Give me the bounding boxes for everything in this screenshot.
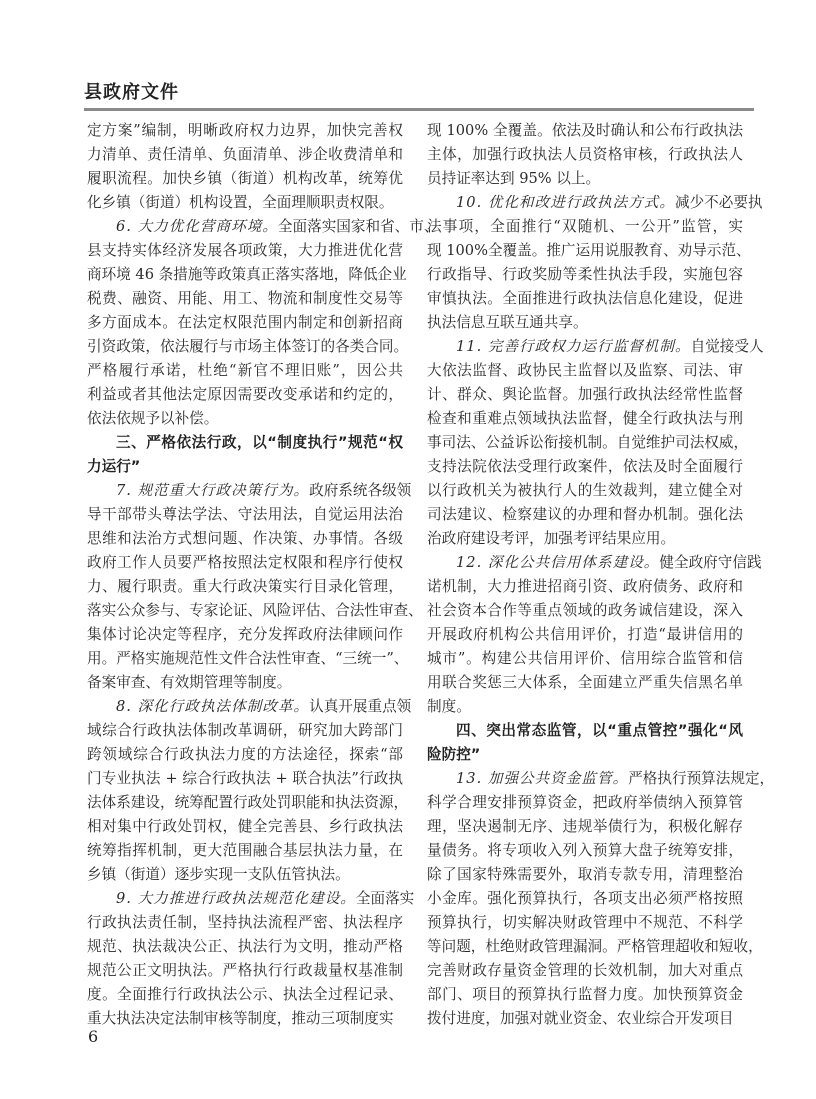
line-text: 多方面成本。在法定权限范围内制定和创新招商 — [87, 314, 403, 331]
line-text: 认真开展重点领 — [309, 698, 412, 715]
line-text: 力、履行职责。重大行政决策实行目录化管理， — [87, 578, 403, 595]
line-text: 相对集中行政处罚权，健全完善县、乡行政执法 — [87, 818, 403, 835]
line-text: 严格执行预算法规定， — [628, 770, 775, 787]
line-text: 小金库。强化预算执行，各项支出必须严格按照 — [427, 890, 743, 907]
text-line — [427, 503, 743, 527]
text-line — [427, 935, 763, 959]
text-line — [87, 431, 403, 455]
line-text: 部门、项目的预算执行监督力度。加快预算资金 — [427, 986, 743, 1003]
line-text: 备案审查、有效期管理等制度。 — [87, 674, 292, 691]
line-text: 城市”。构建公共信用评价、信用综合监管和信 — [427, 650, 743, 667]
line-text: 力清单、责任清单、负面清单、涉企收费清单和 — [87, 146, 403, 163]
text-line — [87, 911, 403, 935]
text-line — [87, 695, 412, 719]
line-text: 法体系建设，统筹配置行政处罚职能和执法资源， — [87, 794, 409, 811]
text-line — [427, 695, 743, 719]
line-text: 化乡镇（街道）机构设置，全面理顺职责权限。 — [87, 194, 394, 211]
paragraph — [427, 119, 743, 191]
text-line — [427, 455, 743, 479]
line-text: 治政府建设考评，加强考评结果应用。 — [427, 530, 676, 547]
text-line — [427, 119, 743, 143]
line-text: 政府工作人员要严格按照法定权限和程序行使权 — [87, 554, 403, 571]
text-line — [87, 167, 403, 191]
text-line — [87, 959, 403, 983]
line-text: 定方案”编制，明晰政府权力边界，加快完善权 — [87, 122, 403, 139]
text-line — [87, 839, 403, 863]
text-line — [427, 431, 749, 455]
running-header — [84, 82, 754, 111]
line-text: 检查和重难点领域执法监督，健全行政执法与刑 — [427, 410, 743, 427]
line-text: 集体讨论决定等程序，充分发挥政府法律顾问作 — [87, 626, 403, 643]
line-text: 诺机制，大力推进招商引资、政府债务、政府和 — [427, 578, 743, 595]
text-line — [427, 647, 743, 671]
text-line — [87, 623, 403, 647]
line-text: 四、突出常态监管，以“重点管控”强化“风 — [456, 722, 743, 739]
text-line — [427, 839, 743, 863]
line-text: 事司法、公益诉讼衔接机制。自觉维护司法权威， — [427, 434, 749, 451]
line-text: 统筹指挥机制，更大范围融合基层执法力量，在 — [87, 842, 403, 859]
text-line — [87, 599, 423, 623]
text-line — [87, 239, 403, 263]
line-text: 拨付进度，加强对就业资金、农业综合开发项目 — [427, 1010, 734, 1027]
page-number: 6 — [88, 1027, 99, 1046]
text-line — [87, 335, 409, 359]
line-text: 行政指导、行政奖励等柔性执法手段，实施包容 — [427, 266, 743, 283]
text-line — [87, 287, 403, 311]
text-line — [427, 215, 743, 239]
line-text: 制度。 — [427, 698, 471, 715]
text-line — [427, 239, 751, 263]
text-line — [87, 143, 403, 167]
line-text: 社会资本合作等重点领域的政务诚信建设，深入 — [427, 602, 743, 619]
item-title: 7. 规范重大行政决策行为。 — [116, 482, 310, 499]
text-line — [427, 887, 743, 911]
line-text: 导干部带头尊法学法、守法用法，自觉运用法治 — [87, 506, 403, 523]
text-line — [87, 503, 403, 527]
text-line — [427, 767, 775, 791]
line-text: 用联合奖惩三大体系，全面建立严重失信黑名单 — [427, 674, 743, 691]
line-text: 依法依规予以补偿。 — [87, 410, 219, 427]
item-title: 13. 加强公共资金监管。 — [456, 770, 629, 787]
text-line — [87, 455, 403, 479]
numbered-paragraph — [427, 551, 762, 719]
line-text: 全面落实国家和省、市、 — [277, 218, 439, 235]
text-line — [427, 911, 743, 935]
text-line — [427, 551, 762, 575]
text-line — [427, 311, 743, 335]
line-text: 乡镇（街道）逐步实现一支队伍管执法。 — [87, 866, 350, 883]
line-text: 政府系统各级领 — [309, 482, 412, 499]
text-line — [87, 935, 403, 959]
text-line — [427, 671, 743, 695]
line-text: 量债务。将专项收入列入预算大盘子统筹安排， — [427, 842, 743, 859]
text-line — [427, 143, 743, 167]
text-line — [87, 407, 403, 431]
text-line — [87, 647, 409, 671]
line-text: 理，坚决遏制无序、违规举债行为，积极化解存 — [427, 818, 743, 835]
text-line — [87, 719, 403, 743]
line-text: 法事项，全面推行“双随机、一公开”监管，实 — [427, 218, 743, 235]
text-line — [427, 599, 743, 623]
line-text: 预算执行，切实解决财政管理中不规范、不科学 — [427, 914, 743, 931]
line-text: 审慎执法。全面推进行政执法信息化建设，促进 — [427, 290, 743, 307]
text-line — [87, 527, 403, 551]
item-title: 11. 完善行政权力运行监督机制。 — [456, 338, 691, 355]
line-text: 全面落实 — [355, 890, 415, 907]
text-line — [427, 623, 743, 647]
line-text: 履职流程。加快乡镇（街道）机构改革，统筹优 — [87, 170, 403, 187]
line-text: 等问题，杜绝财政管理漏洞。严格管理超收和短收， — [427, 938, 763, 955]
line-text: 完善财政存量资金管理的长效机制，加大对重点 — [427, 962, 743, 979]
header-title: 县政府文件 — [84, 82, 179, 103]
line-text: 力运行” — [87, 458, 141, 475]
line-text: 健全政府守信践 — [659, 554, 762, 571]
line-text: 执法信息互联互通共享。 — [427, 314, 588, 331]
text-line — [427, 959, 743, 983]
text-line — [87, 575, 403, 599]
text-line — [87, 863, 403, 887]
line-text: 落实公众参与、专家论证、风险评估、合法性审查、 — [87, 602, 423, 619]
item-title: 6. 大力优化营商环境。 — [116, 218, 278, 235]
line-text: 现 100% 全覆盖。依法及时确认和公布行政执法 — [427, 122, 743, 139]
line-text: 司法建议、检察建议的办理和督办机制。强化法 — [427, 506, 743, 523]
numbered-paragraph — [87, 479, 423, 695]
text-line — [87, 791, 409, 815]
numbered-paragraph — [427, 767, 775, 1031]
line-text: 跨领域综合行政执法力度的方法途径，探索“部 — [87, 746, 403, 763]
text-line — [427, 863, 743, 887]
line-text: 减少不必要执 — [674, 194, 763, 211]
text-line — [87, 551, 403, 575]
text-line — [427, 575, 743, 599]
text-line — [87, 815, 403, 839]
text-line — [87, 887, 415, 911]
line-text: 自觉接受人 — [690, 338, 764, 355]
line-text: 度。全面推行行政执法公示、执法全过程记录、 — [87, 986, 403, 1003]
numbered-paragraph — [87, 695, 412, 887]
line-text: 除了国家特殊需要外，取消专款专用，清理整治 — [427, 866, 743, 883]
item-title: 9. 大力推进行政执法规范化建设。 — [116, 890, 356, 907]
line-text: 重大执法决定法制审核等制度，推动三项制度实 — [87, 1010, 394, 1027]
text-line — [427, 719, 743, 743]
line-text: 大依法监督、政协民主监督以及监察、司法、审 — [427, 362, 743, 379]
line-text: 用。严格实施规范性文件合法性审查、“三统一”、 — [87, 650, 409, 667]
text-line — [87, 671, 403, 695]
line-text: 严格履行承诺，杜绝“新官不理旧账”，因公共 — [87, 362, 403, 379]
line-text: 计、群众、舆论监督。加强行政执法经常性监督 — [427, 386, 743, 403]
text-line — [87, 311, 403, 335]
line-text: 税费、融资、用能、用工、物流和制度性交易等 — [87, 290, 403, 307]
line-text: 以行政机关为被执行人的生效裁判，建立健全对 — [427, 482, 743, 499]
text-line — [427, 479, 743, 503]
line-text: 县支持实体经济发展各项政策，大力推进优化营 — [87, 242, 403, 259]
text-line — [87, 743, 403, 767]
text-line — [427, 815, 743, 839]
text-line — [87, 263, 407, 287]
text-line — [427, 263, 743, 287]
text-line — [427, 359, 743, 383]
line-text: 支持法院依法受理行政案件，依法及时全面履行 — [427, 458, 743, 475]
text-line — [87, 983, 403, 1007]
text-line — [427, 527, 743, 551]
numbered-paragraph — [87, 215, 439, 431]
line-text: 思维和法治方式想问题、作决策、办事情。各级 — [87, 530, 403, 547]
text-line — [427, 791, 743, 815]
numbered-paragraph — [87, 887, 415, 1031]
section-heading — [87, 431, 403, 479]
line-text: 规范公正文明执法。严格执行行政裁量权基准制 — [87, 962, 403, 979]
line-text: 引资政策，依法履行与市场主体签订的各类合同。 — [87, 338, 409, 355]
text-line — [87, 359, 403, 383]
numbered-paragraph — [427, 335, 764, 551]
item-title: 10. 优化和改进行政执法方式。 — [456, 194, 675, 211]
text-line — [427, 287, 743, 311]
text-line — [427, 335, 764, 359]
numbered-paragraph — [427, 191, 763, 335]
line-text: 商环境 46 条措施等政策真正落实落地，降低企业 — [87, 266, 407, 283]
line-text: 现 100%全覆盖。推广运用说服教育、劝导示范、 — [427, 242, 751, 259]
text-line — [427, 191, 763, 215]
text-line — [427, 407, 743, 431]
line-text: 行政执法责任制，坚持执法流程严密、执法程序 — [87, 914, 403, 931]
line-text: 员持证率达到 95% 以上。 — [427, 170, 601, 187]
text-line — [87, 191, 403, 215]
paragraph — [87, 119, 403, 215]
item-title: 8. 深化行政执法体制改革。 — [116, 698, 310, 715]
text-line — [87, 383, 403, 407]
line-text: 利益或者其他法定原因需要改变承诺和约定的， — [87, 386, 403, 403]
text-line — [87, 1007, 403, 1031]
left-column — [87, 119, 439, 1031]
section-heading — [427, 719, 743, 767]
text-line — [427, 383, 743, 407]
item-title: 12. 深化公共信用体系建设。 — [456, 554, 660, 571]
line-text: 主体，加强行政执法人员资格审核，行政执法人 — [427, 146, 743, 163]
text-line — [87, 119, 403, 143]
line-text: 三、严格依法行政，以“制度执行”规范“权 — [116, 434, 403, 451]
line-text: 险防控” — [427, 746, 481, 763]
right-column — [427, 119, 775, 1031]
text-line — [427, 983, 743, 1007]
text-line — [87, 215, 439, 239]
text-line — [427, 167, 743, 191]
line-text: 门专业执法 + 综合行政执法 + 联合执法”行政执 — [87, 770, 403, 787]
header-rule — [84, 108, 754, 111]
line-text: 域综合行政执法体制改革调研，研究加大跨部门 — [87, 722, 403, 739]
line-text: 科学合理安排预算资金，把政府举债纳入预算管 — [427, 794, 743, 811]
line-text: 规范、执法裁决公正、执法行为文明，推动严格 — [87, 938, 403, 955]
line-text: 开展政府机构公共信用评价，打造“最讲信用的 — [427, 626, 743, 643]
text-line — [87, 479, 412, 503]
text-line — [427, 1007, 743, 1031]
text-line — [427, 743, 743, 767]
text-line — [87, 767, 403, 791]
